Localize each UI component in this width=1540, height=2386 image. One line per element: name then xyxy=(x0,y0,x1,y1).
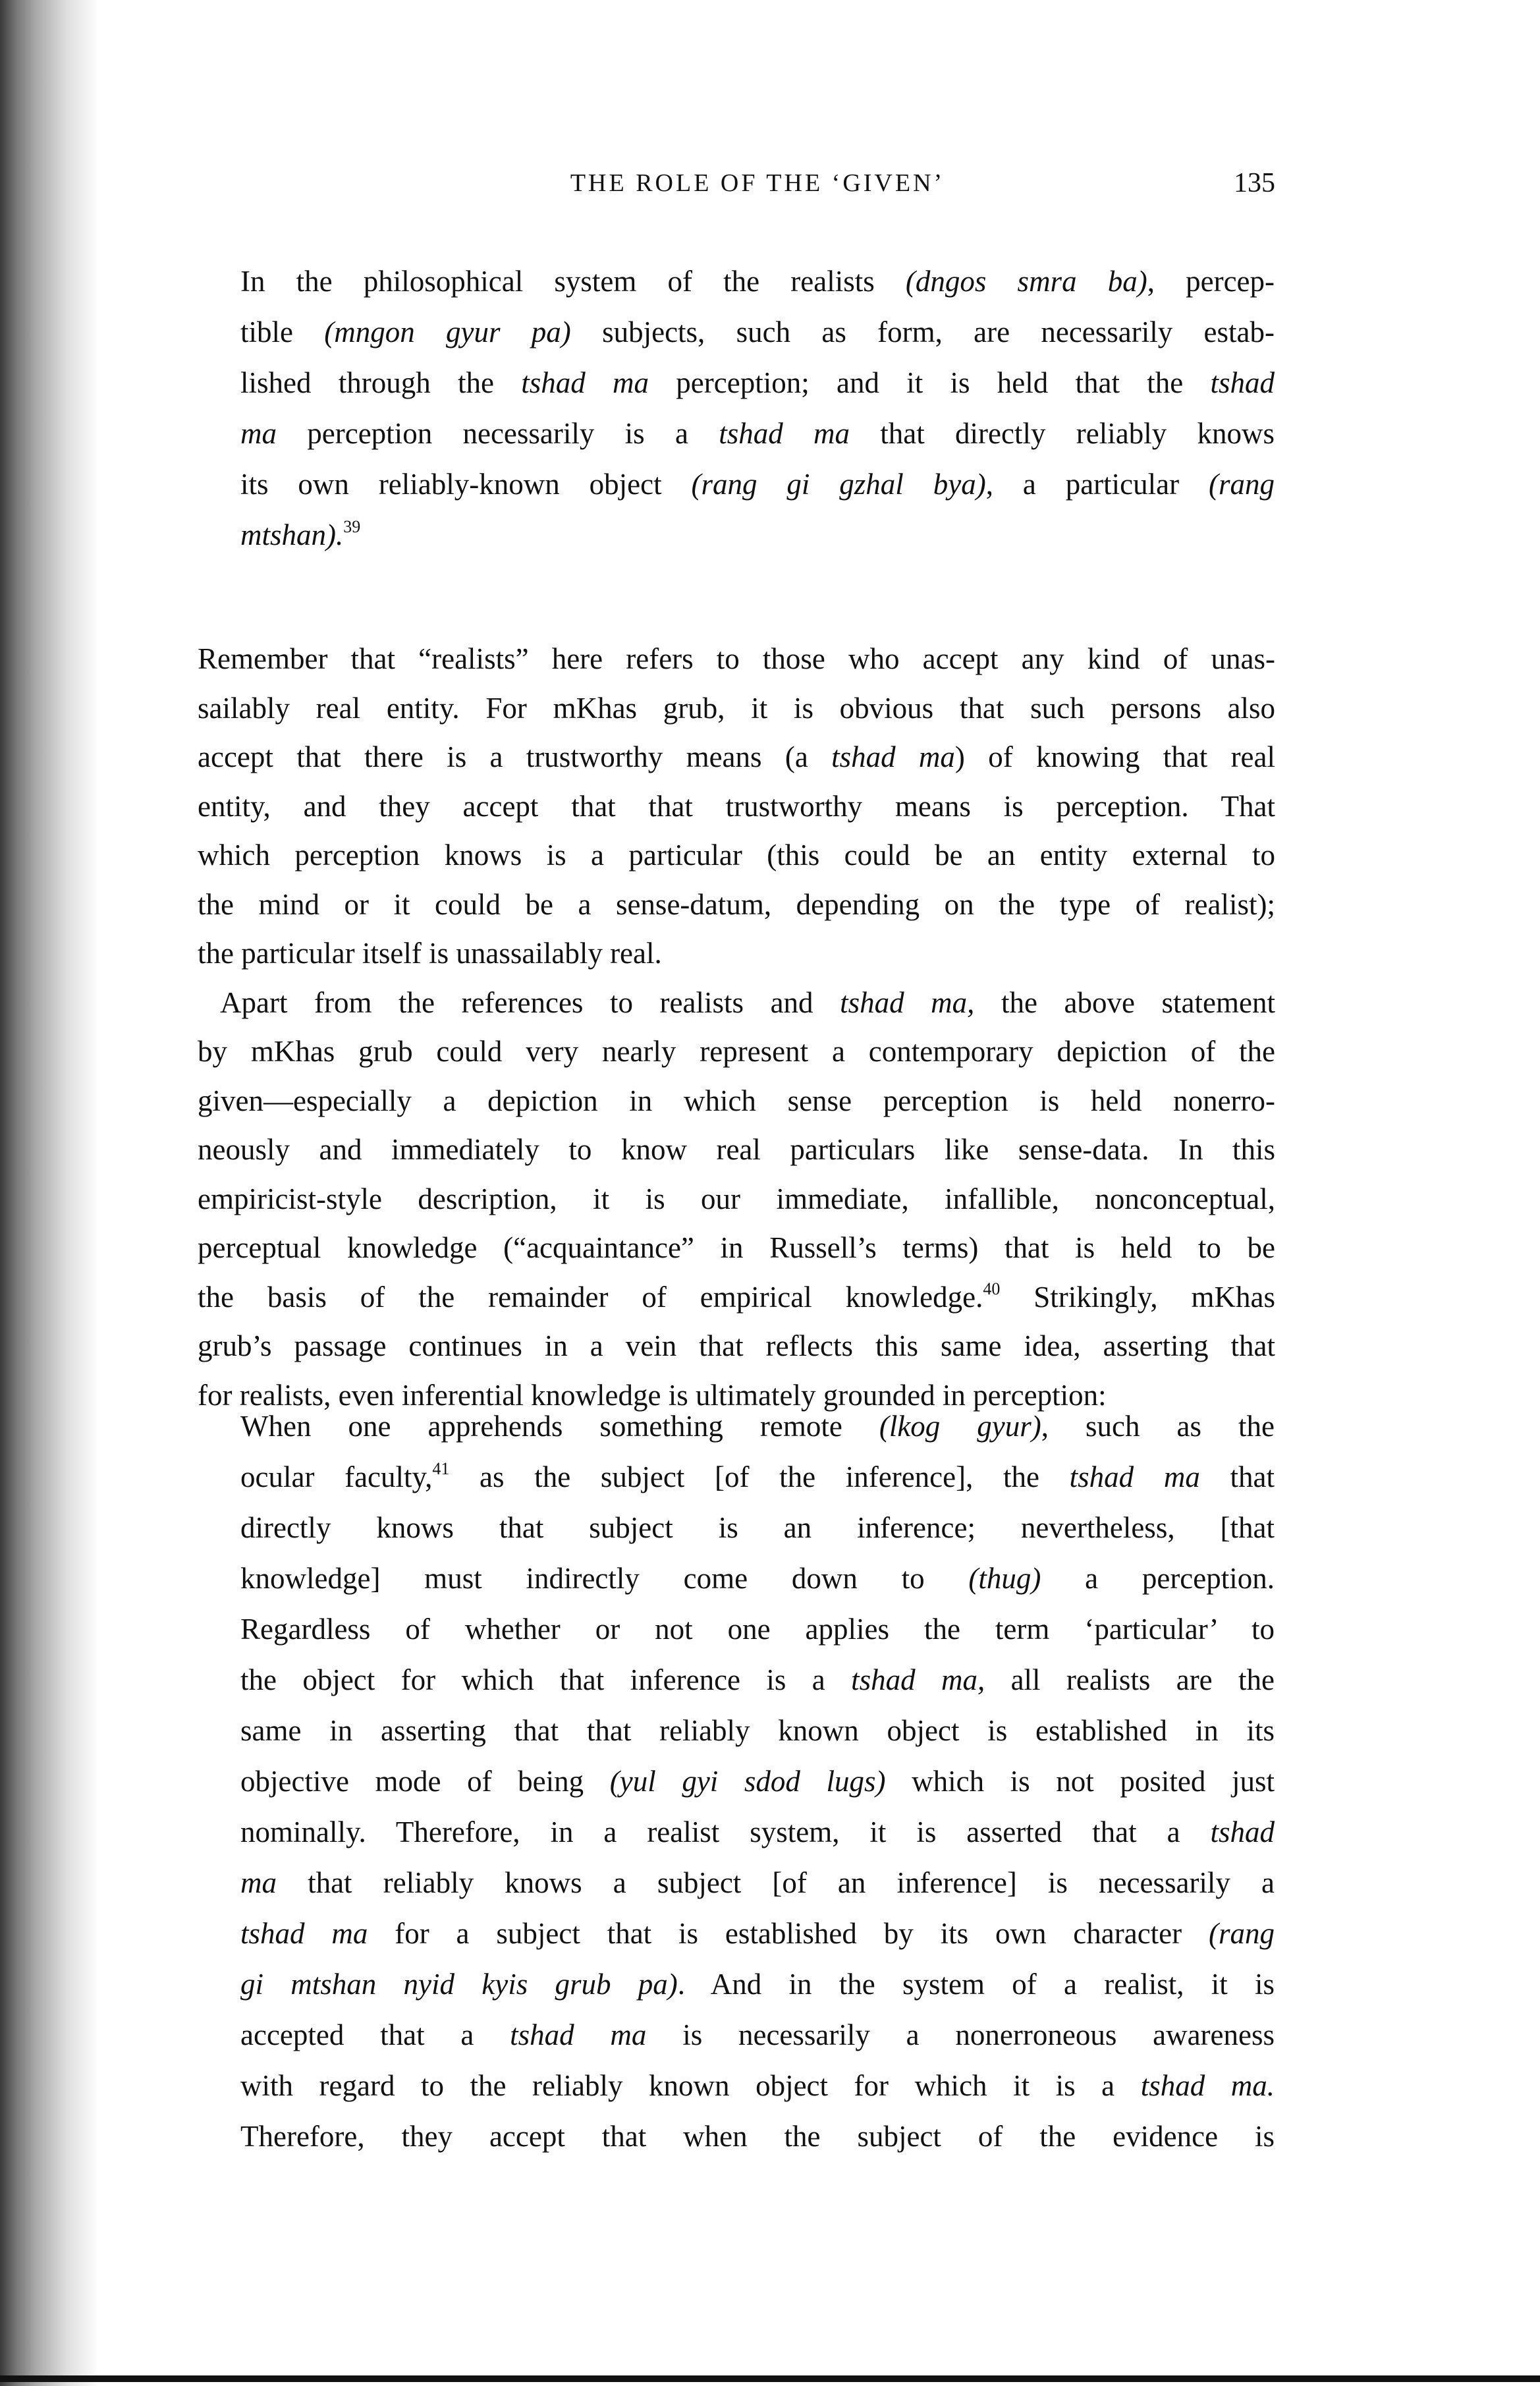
text-run: the above statement xyxy=(974,985,1275,1019)
text-run: Strikingly, mKhas xyxy=(1000,1280,1275,1314)
text-run: which perception knows is a particular (this could be an entity external to xyxy=(198,839,1275,872)
text-run: that directly reliably knows xyxy=(850,417,1275,450)
text-run: a perception. xyxy=(1041,1562,1275,1595)
block-quote-1 xyxy=(240,256,1275,561)
text-run: nominally. Therefore, in a realist system, it is asserted that a xyxy=(240,1816,1211,1848)
text-run: Regardless of whether or not one applies the term ‘particular’ to xyxy=(240,1613,1275,1646)
tibetan-term: mtshan). xyxy=(240,518,344,551)
tibetan-term: tshad ma, xyxy=(851,1663,985,1696)
text-line xyxy=(240,1655,1275,1706)
text-line xyxy=(240,459,1275,510)
text-line xyxy=(198,1273,1275,1322)
text-run: grub’s passage continues in a vein that reflects this same idea, asserting that xyxy=(198,1329,1275,1362)
text-line xyxy=(240,307,1275,358)
tibetan-term: tshad ma. xyxy=(1140,2069,1275,2102)
tibetan-term: tshad xyxy=(1210,1816,1275,1848)
text-run: given—especially a depiction in which sense perception is held nonerro- xyxy=(198,1084,1275,1117)
text-line xyxy=(198,929,1275,978)
text-run: knowledge] must indirectly come down to xyxy=(240,1562,969,1595)
text-run: perception necessarily is a xyxy=(277,417,719,450)
text-run: the object for which that inference is a xyxy=(240,1663,852,1696)
tibetan-term: tshad ma xyxy=(719,417,850,450)
tibetan-term: (lkog gyur) xyxy=(879,1410,1041,1443)
text-run: with regard to the reliably known object for which it is a xyxy=(240,2069,1141,2102)
text-run: , a particular xyxy=(985,468,1209,501)
tibetan-term: (rang xyxy=(1209,1917,1275,1950)
text-run: as the subject [of the inference], the xyxy=(449,1460,1070,1493)
text-line xyxy=(198,1175,1275,1224)
text-line xyxy=(198,1076,1275,1126)
text-run: ) of knowing that real xyxy=(954,740,1276,773)
tibetan-term: gi mtshan nyid kyis grub pa) xyxy=(240,1968,678,2001)
text-run: entity, and they accept that that trustworthy means is perception. That xyxy=(198,789,1275,823)
text-run: that xyxy=(1199,1460,1275,1493)
text-run: accepted that a xyxy=(240,2018,510,2051)
text-line xyxy=(198,880,1275,929)
text-line xyxy=(240,1401,1275,1452)
text-run: empiricist-style description, it is our immediate, infallible, nonconceptual, xyxy=(198,1182,1275,1215)
text-run: the particular itself is unassailably real. xyxy=(198,937,662,970)
tibetan-term: (rang gi gzhal bya) xyxy=(691,468,986,501)
text-line xyxy=(240,1452,1275,1503)
text-line xyxy=(240,1908,1275,1959)
text-line xyxy=(240,1807,1275,1858)
tibetan-term: (thug) xyxy=(968,1562,1041,1595)
tibetan-term: (yul gyi sdod lugs) xyxy=(609,1765,886,1798)
text-line xyxy=(240,2061,1275,2111)
text-line xyxy=(240,256,1275,307)
tibetan-term: tshad ma xyxy=(521,366,649,399)
text-line xyxy=(198,1321,1275,1371)
text-line xyxy=(240,2010,1275,2061)
text-line xyxy=(240,1553,1275,1604)
footnote-marker: 39 xyxy=(343,517,361,536)
text-run: is necessarily a nonerroneous awareness xyxy=(646,2018,1275,2051)
text-run: which is not posited just xyxy=(885,1765,1275,1798)
tibetan-term: tshad ma xyxy=(1069,1460,1200,1493)
text-run: for a subject that is established by its own character xyxy=(368,1917,1209,1950)
page-number: 135 xyxy=(1234,168,1275,198)
text-line xyxy=(240,1604,1275,1655)
text-run: by mKhas grub could very nearly represent a contemporary depiction of the xyxy=(198,1035,1275,1068)
text-run: neously and immediately to know real particulars like sense-data. In this xyxy=(198,1133,1275,1166)
text-run: When one apprehends something remote xyxy=(240,1410,879,1443)
text-run: same in asserting that that reliably known object is established in its xyxy=(240,1714,1275,1747)
tibetan-term: tshad ma xyxy=(831,740,955,773)
tibetan-term: tshad ma xyxy=(510,2018,647,2051)
text-line xyxy=(240,1959,1275,2010)
text-run: . And in the system of a realist, it is xyxy=(677,1968,1275,2001)
footnote-marker: 40 xyxy=(983,1279,1001,1298)
running-head: THE ROLE OF THE ‘GIVEN’ xyxy=(570,169,945,197)
text-line xyxy=(240,358,1275,408)
text-line xyxy=(198,733,1275,782)
text-line xyxy=(240,1706,1275,1756)
text-run: accept that there is a trustworthy means (a xyxy=(198,740,832,773)
text-line xyxy=(198,831,1275,880)
text-run: for realists, even inferential knowledge is ultimately grounded in perception: xyxy=(198,1378,1107,1412)
text-line xyxy=(240,1756,1275,1807)
footnote-marker: 41 xyxy=(432,1459,450,1478)
text-run: the mind or it could be a sense-datum, depending on the type of realist); xyxy=(198,887,1275,921)
tibetan-term: tshad ma xyxy=(240,1917,368,1950)
tibetan-term: (dngos smra ba) xyxy=(905,265,1147,298)
text-run: objective mode of being xyxy=(240,1765,610,1798)
tibetan-term: tshad ma, xyxy=(840,985,975,1019)
text-line xyxy=(240,2111,1275,2162)
text-run: the basis of the remainder of empirical knowledge. xyxy=(198,1280,983,1314)
text-line xyxy=(198,1027,1275,1076)
text-run: In the philosophical system of the realists xyxy=(240,265,906,298)
text-run: all realists are the xyxy=(985,1663,1275,1696)
text-run: Therefore, they accept that when the subject of the evidence is xyxy=(240,2120,1275,2153)
text-run: perception; and it is held that the xyxy=(649,366,1211,399)
text-run: , percep- xyxy=(1147,265,1275,298)
text-line xyxy=(240,1858,1275,1908)
text-run: tible xyxy=(240,316,325,348)
body-paragraphs xyxy=(198,634,1275,1420)
text-run: perceptual knowledge (“acquaintance” in Russell’s terms) that is held to be xyxy=(198,1231,1275,1264)
scan-gutter-shadow xyxy=(0,0,99,2386)
text-line xyxy=(198,782,1275,831)
text-line xyxy=(198,634,1275,684)
text-run: lished through the xyxy=(240,366,522,399)
text-run: sailably real entity. For mKhas grub, it is obvious that such persons also xyxy=(198,691,1275,725)
tibetan-term: (rang xyxy=(1209,468,1275,501)
scan-bottom-edge xyxy=(0,2375,1540,2382)
text-line xyxy=(198,1125,1275,1175)
text-line xyxy=(198,684,1275,733)
text-run: directly knows that subject is an inference; nevertheless, [that xyxy=(240,1511,1275,1544)
text-run: Apart from the references to realists and xyxy=(220,985,840,1019)
text-run: its own reliably-known object xyxy=(240,468,692,501)
text-run: ocular faculty, xyxy=(240,1460,433,1493)
text-run: Remember that “realists” here refers to those who accept any kind of unas- xyxy=(198,642,1275,675)
text-line xyxy=(240,510,1275,561)
tibetan-term: ma xyxy=(240,417,277,450)
text-run: subjects, such as form, are necessarily estab- xyxy=(570,316,1275,348)
text-line xyxy=(198,1223,1275,1273)
text-line xyxy=(240,1503,1275,1553)
tibetan-term: tshad xyxy=(1210,366,1275,399)
text-run: that reliably knows a subject [of an inference] is necessarily a xyxy=(277,1866,1275,1899)
text-run: , such as the xyxy=(1041,1410,1275,1443)
text-line xyxy=(198,978,1275,1028)
tibetan-term: ma xyxy=(240,1866,277,1899)
block-quote-2 xyxy=(240,1401,1275,2162)
text-line xyxy=(240,408,1275,459)
tibetan-term: (mngon gyur pa) xyxy=(324,316,571,348)
